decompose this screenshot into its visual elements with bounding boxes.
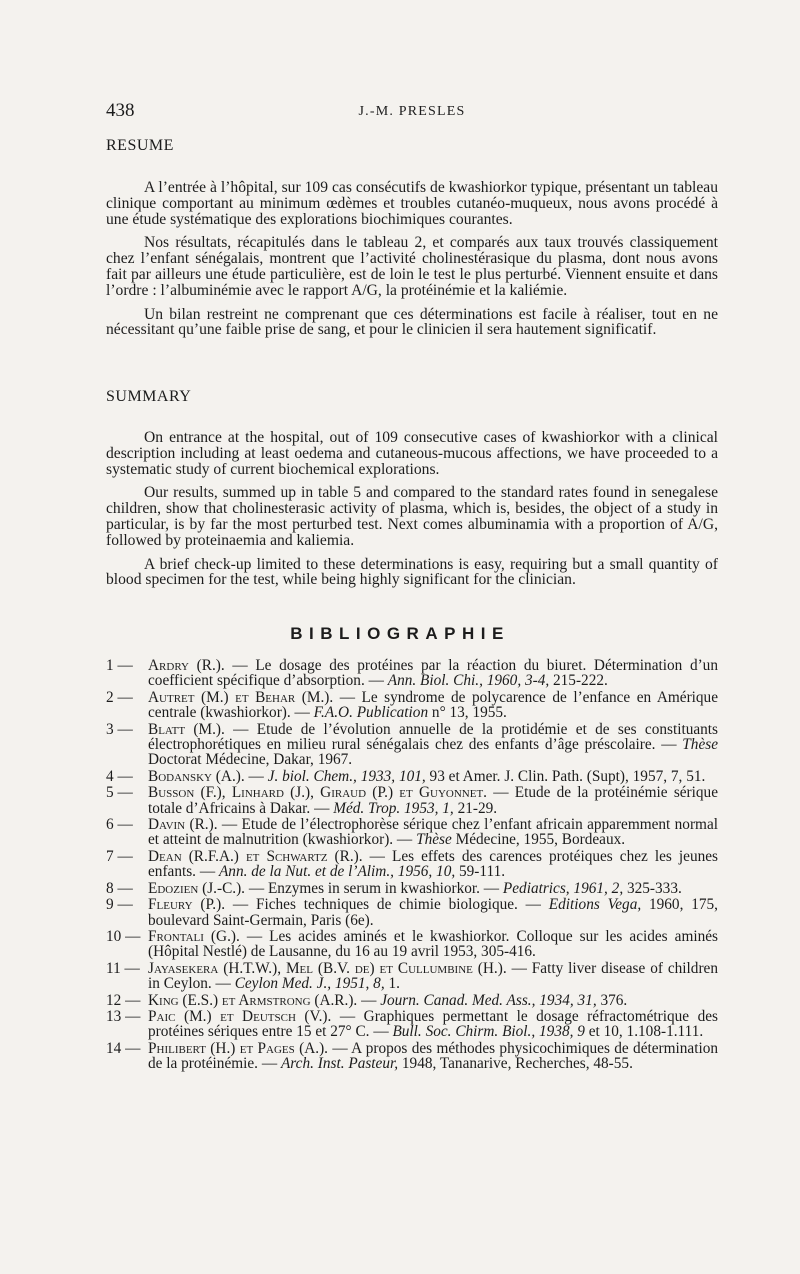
reference-tail: 376. <box>596 991 628 1009</box>
reference-item <box>106 993 718 1008</box>
reference-number: 8 — <box>106 879 133 897</box>
reference-text: — Les acides aminés et le kwashiorkor. Colloque sur les acides aminés (Hôpital Nestlé) de Lausanne, du 16 au 19 avril 1953, 305-416. <box>148 927 718 961</box>
reference-item <box>106 881 718 896</box>
reference-number: 5 — <box>106 784 133 802</box>
reference-text: — <box>357 991 381 1009</box>
reference-authors: Fleury (P.). <box>148 896 226 914</box>
reference-authors: King (E.S.) et Armstrong (A.R.). <box>148 991 358 1009</box>
reference-authors: Frontali (G.). <box>148 927 240 945</box>
reference-text: — Enzymes in serum in kwashiorkor. — <box>245 879 503 897</box>
reference-item <box>106 1009 718 1040</box>
reference-source: Thèse <box>682 736 718 754</box>
reference-number: 9 — <box>106 896 133 914</box>
page-header <box>106 100 718 126</box>
reference-number: 1 — <box>106 657 133 674</box>
reference-text: — Etude de l’évolution annuelle de la protidémie et de ses constituants électrophorétiques en milieu rural sénégalais chez des enfants d’âge préscolaire. — <box>148 720 718 754</box>
reference-authors: Blatt (M.). <box>148 720 225 738</box>
reference-authors: Busson (F.), Linhard (J.), Giraud (P.) et Guyonnet. <box>148 784 487 802</box>
reference-tail: 215-222. <box>549 672 608 690</box>
summary-body <box>106 430 718 596</box>
reference-number: 13 — <box>106 1007 141 1025</box>
reference-item <box>106 1041 718 1072</box>
reference-authors: Paic (M.) et Deutsch (V.). <box>148 1007 332 1025</box>
reference-source: Journ. Canad. Med. Ass., 1934, 31, <box>380 991 597 1009</box>
reference-item <box>106 722 718 768</box>
reference-item <box>106 897 718 928</box>
reference-text: — Fatty liver disease of children in Ceylon. — <box>148 959 718 993</box>
resume-body <box>106 180 718 346</box>
reference-source: Pediatrics, 1961, 2, <box>502 879 624 897</box>
reference-item <box>106 849 718 880</box>
reference-number: 14 — <box>106 1039 141 1057</box>
reference-source: Méd. Trop. 1953, 1, <box>333 799 454 817</box>
reference-text: — <box>244 767 268 785</box>
reference-text: — Le syndrome de polycarence de l’enfance en Amérique centrale (kwashiorkor). — <box>148 688 718 722</box>
reference-authors: Edozien (J.-C.). <box>148 879 246 897</box>
reference-number: 2 — <box>106 688 133 706</box>
reference-authors: Bodansky (A.). <box>148 767 245 785</box>
reference-tail: 1960, 175, boulevard Saint-Germain, Paris (6e). <box>148 896 718 929</box>
reference-source: Bull. Soc. Chirm. Biol., 1938, 9 <box>392 1023 585 1041</box>
reference-authors: Ardry (R.). <box>148 657 225 674</box>
summary-title: SUMMARY <box>106 388 192 405</box>
reference-text: — A propos des méthodes physicochimiques de détermination de la protéinémie. — <box>148 1039 718 1073</box>
reference-item <box>106 929 718 960</box>
reference-number: 10 — <box>106 927 141 945</box>
reference-tail: 325-333. <box>623 879 682 897</box>
reference-source: Ceylon Med. J., 1951, 8, <box>234 975 385 993</box>
reference-number: 7 — <box>106 847 133 865</box>
page-number: 438 <box>106 100 135 121</box>
summary-paragraph: On entrance at the hospital, out of 109 consecutive cases of kwashiorkor with a clinical description including at least oedema and cutaneous-mucous affections, we have proceeded to a systematic study of current biochemical explorations. <box>106 429 718 478</box>
reference-text: — Fiches techniques de chimie biologique. — <box>225 896 549 914</box>
reference-item <box>106 769 718 784</box>
reference-authors: Autret (M.) et Behar (M.). <box>148 688 334 706</box>
reference-source: F.A.O. Publication <box>313 704 429 722</box>
reference-item <box>106 658 718 689</box>
summary-paragraph: A brief check-up limited to these determinations is easy, requiring but a small quantity of blood specimen for the test, while being highly significant for the clinician. <box>106 555 718 589</box>
reference-source: J. biol. Chem., 1933, 101, <box>267 767 426 785</box>
reference-item <box>106 690 718 721</box>
reference-tail: 59-111. <box>455 863 506 881</box>
reference-source: Editions Vega, <box>548 896 642 914</box>
reference-authors: Jayasekera (H.T.W.), Mel (B.V. de) et Cullumbine (H.). <box>148 959 507 977</box>
reference-number: 4 — <box>106 767 133 785</box>
reference-number: 3 — <box>106 720 133 738</box>
reference-tail: et 10, 1.108-1.111. <box>584 1023 704 1041</box>
resume-paragraph: Nos résultats, récapitulés dans le tableau 2, et comparés aux taux trouvés classiquement chez l’enfant sénégalais, montrent que l’activité cholinestérasique du plasma, dont nous avons fait par ailleurs une étude particulière, est de loin le test le plus perturbé. Viennent ensuite et dans l’ordre : l’albuminémie avec le rapport A/G, la protéinémie et la kaliémie. <box>106 234 718 299</box>
resume-paragraph: Un bilan restreint ne comprenant que ces déterminations est facile à réaliser, tout en ne nécessitant qu’une faible prise de sang, et pour le clinicien il sera hautement significatif. <box>106 305 718 339</box>
reference-tail: Médecine, 1955, Bordeaux. <box>451 831 626 849</box>
reference-number: 11 — <box>106 959 140 977</box>
reference-source: Arch. Inst. Pasteur, <box>280 1055 399 1073</box>
resume-title: RESUME <box>106 137 174 154</box>
reference-source: Ann. Biol. Chi., 1960, 3-4, <box>387 672 550 690</box>
reference-item <box>106 785 718 816</box>
reference-source: Ann. de la Nut. et de l’Alim., 1956, 10, <box>218 863 456 881</box>
reference-item <box>106 961 718 992</box>
bibliography-title: BIBLIOGRAPHIE <box>290 624 510 643</box>
reference-text: — Graphiques permettant le dosage réfractométrique des protéines sériques entre 15 et 27° C. — <box>148 1007 718 1041</box>
reference-tail: 1948, Tananarive, Recherches, 48-55. <box>398 1055 633 1073</box>
reference-number: 6 — <box>106 816 133 834</box>
reference-text: — Etude de l’électrophorèse sérique chez l’enfant africain apparemment normal et atteint de malnutrition (kwashiorkor). — <box>148 816 718 849</box>
reference-tail: n° 13, 1955. <box>428 704 507 722</box>
reference-tail: Doctorat Médecine, Dakar, 1967. <box>148 751 353 769</box>
reference-authors: Dean (R.F.A.) et Schwartz (R.). <box>148 847 363 865</box>
reference-list <box>106 658 718 1073</box>
reference-tail: 93 et Amer. J. Clin. Path. (Supt), 1957, 7, 51. <box>425 767 706 785</box>
resume-paragraph: A l’entrée à l’hôpital, sur 109 cas consécutifs de kwashiorkor typique, présentant un tableau clinique comportant au minimum œdèmes et troubles cutanéo-muqueux, nous avons procédé à une étude systématique des explorations biochimiques courantes. <box>106 179 718 228</box>
reference-text: — Les effets des carences protéiques chez les jeunes enfants. — <box>148 847 718 881</box>
reference-item <box>106 817 718 848</box>
reference-authors: Davin (R.). <box>148 816 218 834</box>
running-head: J.-M. PRESLES <box>358 104 466 119</box>
reference-text: — Etude de la protéinémie sérique totale d’Africains à Dakar. — <box>148 784 718 817</box>
summary-paragraph: Our results, summed up in table 5 and compared to the standard rates found in senegalese children, show that cholinesterasic activity of plasma, which is, besides, the object of a study in particular, is by far the most perturbed test. Next comes albuminamia with a proportion of A/G, followed by proteinaemia and kaliemia. <box>106 484 718 549</box>
reference-source: Thèse <box>416 831 452 849</box>
reference-authors: Philibert (H.) et Pages (A.). <box>148 1039 328 1057</box>
reference-number: 12 — <box>106 991 141 1009</box>
reference-text: — Le dosage des protéines par la réaction du biuret. Détermination d’un coefficient spécifique d’absorption. — <box>148 657 718 690</box>
reference-tail: 1. <box>384 975 400 993</box>
reference-tail: 21-29. <box>453 799 498 817</box>
